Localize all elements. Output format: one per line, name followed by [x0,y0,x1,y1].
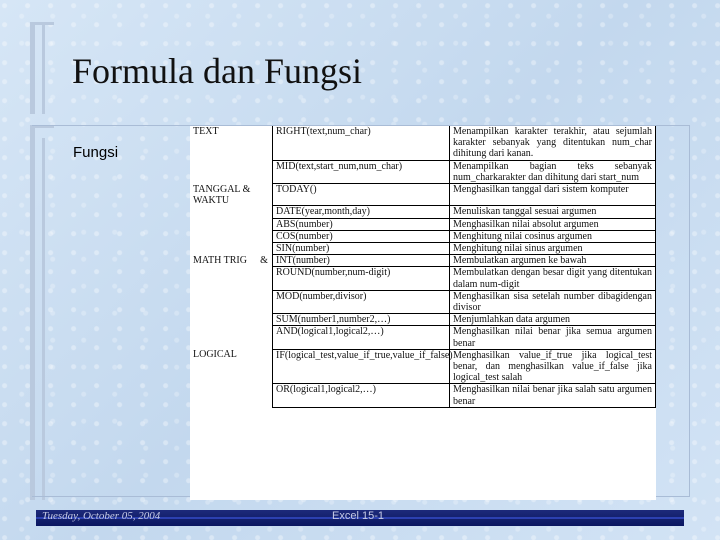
decorative-bar-vertical-top-2 [42,22,45,114]
description-cell: Menampilkan bagian teks sebanyak num_charkarakter dan dihitung dari start_num [450,160,656,183]
category-cell [190,326,256,349]
function-cell: DATE(year,month,day) [273,206,450,218]
function-table-grid [190,126,656,408]
table-row [190,230,656,242]
amp-cell [256,384,273,407]
description-cell: Menghitung nilai sinus argumen [450,243,656,255]
category-cell [190,230,256,242]
table-row [190,218,656,230]
amp-cell [256,267,273,290]
category-cell: TEXT [193,126,219,137]
description-cell: Menghasilkan nilai absolut argumen [450,218,656,230]
amp-cell [256,218,273,230]
table-row [190,349,656,384]
description-cell: Menampilkan karakter terakhir, atau sejumlah karakter sebanyak yang ditentukan num_char dihitung dari kanan. [450,126,656,160]
amp-cell [256,349,273,384]
amp-cell: & [260,254,268,266]
description-cell: Menghasilkan value_if_true jika logical_test benar, dan menghasilkan value_if_false jika logical_test salah [450,349,656,384]
table-row [190,314,656,326]
amp-cell [256,326,273,349]
table-row [190,206,656,218]
category-cell [190,218,256,230]
amp-cell [256,184,273,206]
function-cell: ROUND(number,num-digit) [273,267,450,290]
table-row [190,290,656,313]
amp-cell [256,126,273,160]
amp-cell [256,243,273,255]
amp-cell [256,206,273,218]
category-cell: LOGICAL [193,349,237,361]
amp-cell [256,230,273,242]
footer-slide-label: Excel 15-1 [332,510,384,522]
amp-cell [256,160,273,183]
category-cell [190,290,256,313]
description-cell: Membulatkan dengan besar digit yang ditentukan dalam num-digit [450,267,656,290]
function-cell: ABS(number) [273,218,450,230]
category-cell [190,160,256,183]
description-cell: Membulatkan argumen ke bawah [450,255,656,267]
function-cell: MOD(number,divisor) [273,290,450,313]
description-cell: Menjumlahkan data argumen [450,314,656,326]
category-cell: TANGGAL & WAKTU [193,183,251,206]
table-row [190,184,656,206]
table-row [190,243,656,255]
function-cell: SIN(number) [273,243,450,255]
table-row [190,255,656,267]
function-cell: MID(text,start_num,num_char) [273,160,450,183]
amp-cell [256,290,273,313]
table-row [190,384,656,407]
table-row [190,160,656,183]
decorative-bar-horizontal-top [30,22,54,25]
function-cell: COS(number) [273,230,450,242]
footer-date: Tuesday, October 05, 2004 [42,510,161,522]
function-cell: IF(logical_test,value_if_true,value_if_false) [273,349,450,384]
function-cell: INT(number) [273,255,450,267]
slide-title: Formula dan Fungsi [72,51,363,91]
function-cell: AND(logical1,logical2,…) [273,326,450,349]
table-row [190,126,656,160]
function-cell: OR(logical1,logical2,…) [273,384,450,407]
section-subheading: Fungsi [73,144,119,161]
function-cell: SUM(number1,number2,…) [273,314,450,326]
description-cell: Menghasilkan nilai benar jika salah satu argumen benar [450,384,656,407]
description-cell: Menghasilkan tanggal dari sistem komputer [450,184,656,206]
description-cell: Menghasilkan nilai benar jika semua argumen benar [450,326,656,349]
description-cell: Menuliskan tanggal sesuai argumen [450,206,656,218]
category-cell [190,243,256,255]
function-cell: TODAY() [273,184,450,206]
amp-cell [256,314,273,326]
table-row [190,267,656,290]
description-cell: Menghitung nilai cosinus argumen [450,230,656,242]
category-cell [190,314,256,326]
decorative-bar-vertical-top [30,22,35,114]
function-table [190,126,656,500]
category-cell [190,206,256,218]
function-cell: RIGHT(text,num_char) [273,126,450,160]
table-row [190,326,656,349]
category-cell: MATH TRIG [193,254,247,266]
description-cell: Menghasilkan sisa setelah number dibagidengan divisor [450,290,656,313]
category-cell [190,384,256,407]
category-cell [190,267,256,290]
